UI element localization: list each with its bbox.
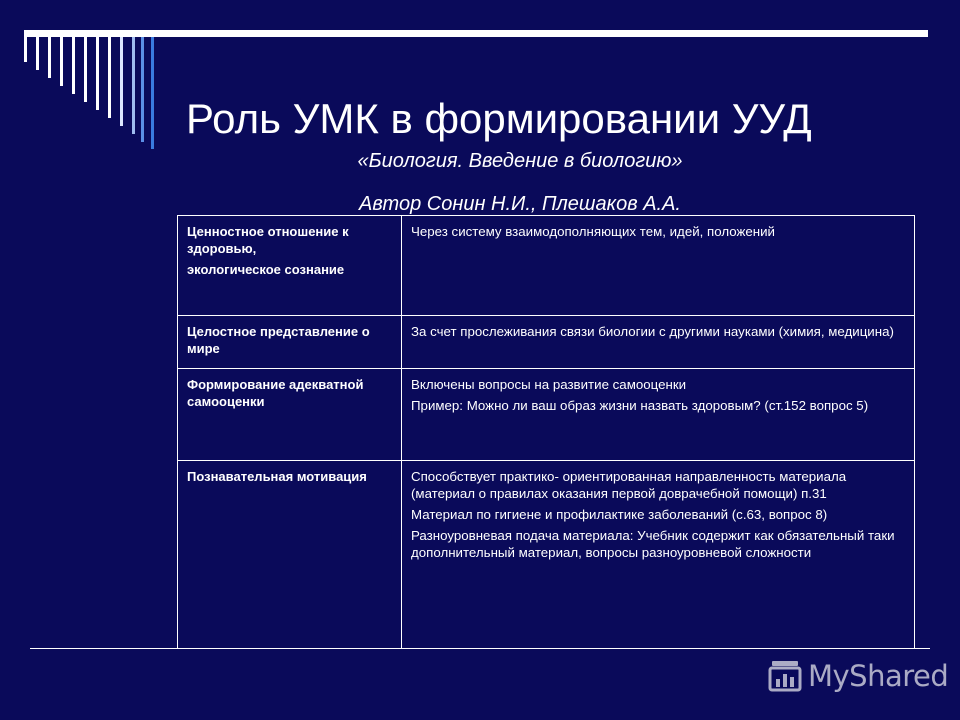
deco-bar bbox=[141, 37, 144, 142]
table-cell-method bbox=[402, 461, 915, 649]
watermark-text: MyShared bbox=[808, 659, 949, 693]
deco-bar bbox=[24, 37, 27, 62]
table-cell-skill bbox=[178, 461, 402, 649]
cell-text: Формирование адекватной самооценки bbox=[187, 377, 364, 409]
table-row bbox=[178, 369, 915, 461]
table-cell-skill bbox=[178, 369, 402, 461]
deco-bar bbox=[48, 37, 51, 78]
cell-text: Пример: Можно ли ваш образ жизни назвать здоровым? (ст.152 вопрос 5) bbox=[411, 398, 869, 413]
deco-bar bbox=[36, 37, 39, 70]
cell-text: Целостное представление о мире bbox=[187, 324, 370, 356]
cell-text: Разноуровневая подача материала: Учебник содержит как обязательный таки дополнительный материал, вопросы разноуровневой сложности bbox=[411, 528, 895, 560]
uud-table bbox=[177, 215, 914, 649]
top-rule bbox=[24, 30, 928, 37]
deco-bar bbox=[96, 37, 99, 110]
table-cell-method bbox=[402, 216, 915, 316]
slide-subtitle-authors: Автор Сонин Н.И., Плешаков А.А. bbox=[358, 193, 681, 215]
deco-bar bbox=[72, 37, 75, 94]
cell-text: За счет прослеживания связи биологии с другими науками (химия, медицина) bbox=[411, 324, 894, 339]
deco-bar bbox=[84, 37, 87, 102]
deco-bar bbox=[151, 37, 154, 149]
table-cell-method bbox=[402, 369, 915, 461]
table-row bbox=[178, 316, 915, 369]
table-row bbox=[178, 216, 915, 316]
table-cell-skill bbox=[178, 216, 402, 316]
deco-bar bbox=[60, 37, 63, 86]
myshared-logo-icon bbox=[768, 659, 802, 693]
table-row bbox=[178, 461, 915, 649]
cell-text: Материал по гигиене и профилактике заболеваний (с.63, вопрос 8) bbox=[411, 507, 828, 522]
cell-text: Включены вопросы на развитие самооценки bbox=[411, 377, 687, 392]
deco-bar bbox=[132, 37, 135, 134]
deco-bar bbox=[120, 37, 123, 126]
table-cell-skill bbox=[178, 316, 402, 369]
slide-subtitle-book: «Биология. Введение в биологию» bbox=[357, 150, 683, 172]
deco-bar bbox=[108, 37, 111, 118]
cell-text: Познавательная мотивация bbox=[187, 469, 367, 484]
cell-text: Ценностное отношение к здоровью, bbox=[187, 224, 349, 256]
cell-text: экологическое сознание bbox=[187, 262, 345, 277]
watermark bbox=[768, 656, 948, 696]
cell-text: Через систему взаимодополняющих тем, идей, положений bbox=[411, 224, 775, 239]
table-cell-method bbox=[402, 316, 915, 369]
slide-title: Роль УМК в формировании УУД bbox=[186, 95, 812, 142]
cell-text: Способствует практико- ориентированная направленность материала (материал о правилах оказания первой доврачебной помощи) п.31 bbox=[411, 469, 847, 501]
bottom-rule bbox=[30, 648, 930, 649]
